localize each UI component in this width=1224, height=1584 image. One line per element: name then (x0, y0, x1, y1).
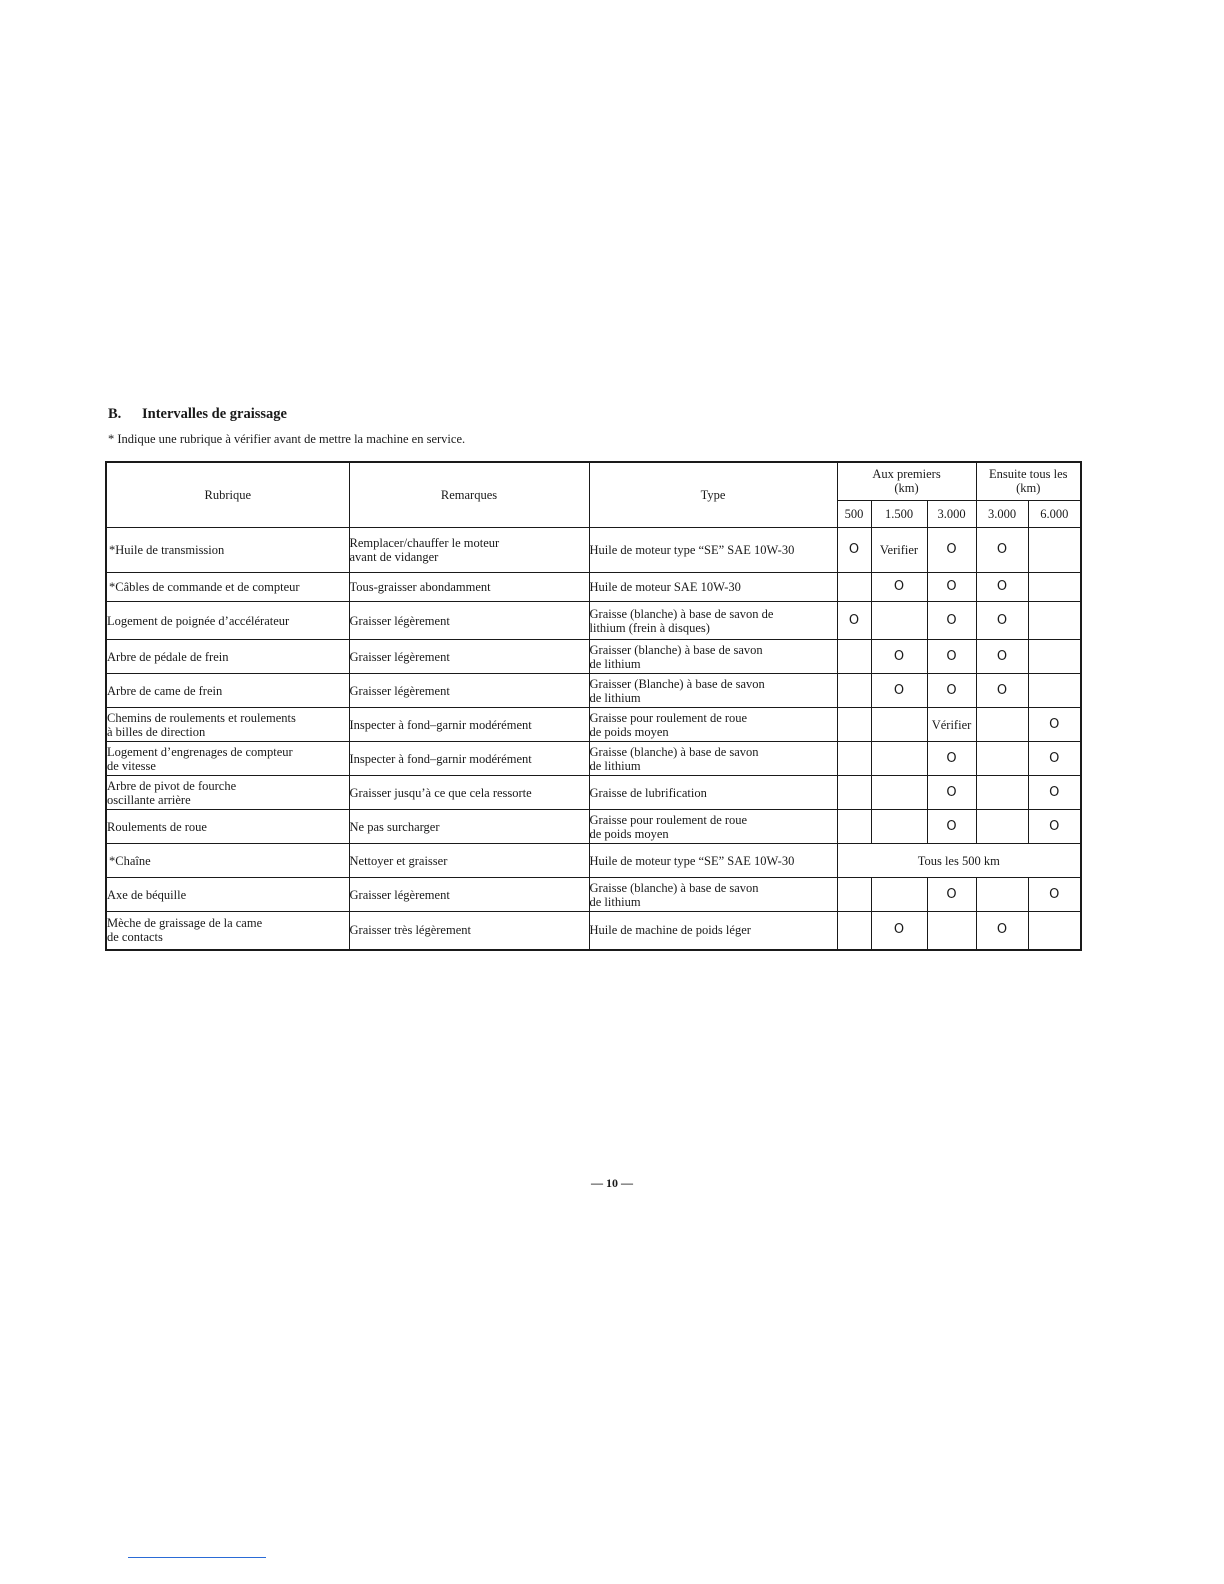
type-line: Huile de moteur SAE 10W-30 (589, 580, 741, 594)
rubrique-line: Chemins de roulements et roulements (107, 710, 296, 725)
section-letter: B. (108, 406, 122, 422)
type-line: de lithium (589, 690, 641, 705)
rubrique-line: de contacts (107, 930, 163, 945)
header-first-group (837, 462, 976, 500)
interval-mark: O (1028, 810, 1081, 844)
section-heading (108, 406, 287, 423)
interval-mark (1028, 640, 1081, 674)
interval-mark: O (837, 528, 871, 573)
type-line: Graisse (blanche) à base de savon de (589, 606, 774, 621)
table-row (106, 573, 1081, 602)
type-line: de poids moyen (589, 724, 669, 739)
interval-mark: O (927, 640, 976, 674)
interval-mark (871, 708, 927, 742)
interval-mark (837, 912, 871, 950)
interval-mark (871, 602, 927, 640)
header-remarques: Remarques (349, 462, 589, 528)
interval-mark: O (976, 640, 1028, 674)
interval-mark: Vérifier (927, 708, 976, 742)
interval-mark (837, 573, 871, 602)
rubrique-line: Logement d’engrenages de compteur (107, 744, 293, 759)
remarque-line: Graisser jusqu’à ce que cela ressorte (349, 785, 532, 800)
type-line: de lithium (589, 894, 641, 909)
table-row (106, 742, 1081, 776)
interval-mark (976, 810, 1028, 844)
interval-mark (871, 742, 927, 776)
rubrique-line: Arbre de pivot de fourche (107, 778, 237, 793)
interval-mark (1028, 573, 1081, 602)
interval-mark (871, 878, 927, 912)
interval-mark (871, 776, 927, 810)
remarque-line: Inspecter à fond–garnir modérément (349, 751, 532, 766)
type-line: Graisse (blanche) à base de savon (589, 744, 759, 759)
section-note: * Indique une rubrique à vérifier avant de mettre la machine en service. (108, 432, 466, 446)
table-row (106, 878, 1081, 912)
header-km: 3.000 (927, 500, 976, 527)
type-line: Graisser (blanche) à base de savon (589, 642, 763, 657)
table-row (106, 674, 1081, 708)
table-row (106, 708, 1081, 742)
remarque-line: Graisser légèrement (349, 887, 450, 902)
remarque-line: Graisser légèrement (349, 683, 450, 698)
table-row (106, 528, 1081, 573)
type-line: Huile de moteur type “SE” SAE 10W-30 (589, 543, 795, 557)
interval-mark: Verifier (871, 528, 927, 573)
type-line: Huile de machine de poids léger (589, 923, 751, 938)
interval-mark: O (871, 640, 927, 674)
interval-mark: O (837, 602, 871, 640)
table-row (106, 912, 1081, 950)
type-line: de lithium (589, 656, 641, 671)
interval-mark: O (1028, 742, 1081, 776)
type-line: Graisse pour roulement de roue (589, 812, 748, 827)
type-line: de poids moyen (589, 826, 669, 841)
interval-mark (976, 708, 1028, 742)
interval-mark: O (1028, 708, 1081, 742)
rubrique-line: Arbre de came de frein (107, 683, 223, 698)
type-line: Graisse (blanche) à base de savon (589, 880, 759, 895)
header-km: 3.000 (976, 500, 1028, 527)
header-then-group-line1: Ensuite tous les (989, 467, 1068, 482)
table-row (106, 602, 1081, 640)
rubrique-line: Mèche de graissage de la came (107, 916, 263, 931)
interval-mark (1028, 912, 1081, 950)
rubrique-line: Roulements de roue (107, 819, 207, 834)
remarque-line: avant de vidanger (349, 550, 439, 564)
interval-mark (976, 742, 1028, 776)
interval-mark (976, 776, 1028, 810)
interval-mark (976, 878, 1028, 912)
type-line: Graisse de lubrification (589, 785, 707, 800)
header-then-group-line2: (km) (1016, 481, 1041, 496)
type-line: lithium (frein à disques) (589, 620, 710, 635)
remarque-line: Remplacer/chauffer le moteur (349, 536, 500, 550)
interval-mark (927, 912, 976, 950)
remarque-line: Nettoyer et graisser (349, 853, 448, 868)
remarque-line: Graisser très légèrement (349, 923, 471, 938)
interval-mark: O (927, 602, 976, 640)
header-type: Type (589, 462, 837, 528)
interval-mark (837, 776, 871, 810)
header-first-group-line1: Aux premiers (872, 467, 941, 482)
header-km: 500 (837, 500, 871, 527)
interval-mark: O (927, 810, 976, 844)
table-row (106, 776, 1081, 810)
remarque-line: Inspecter à fond–garnir modérément (349, 717, 532, 732)
lubrication-intervals-table (105, 461, 1082, 951)
header-km: 6.000 (1028, 500, 1081, 527)
interval-mark: O (927, 528, 976, 573)
section-title: Intervalles de graissage (142, 406, 287, 422)
interval-mark (837, 708, 871, 742)
rubrique-line: à billes de direction (107, 724, 206, 739)
interval-mark (1028, 528, 1081, 573)
interval-mark (837, 640, 871, 674)
remarque-line: Graisser légèrement (349, 649, 450, 664)
interval-mark: O (1028, 776, 1081, 810)
interval-mark: O (871, 674, 927, 708)
type-line: Huile de moteur type “SE” SAE 10W-30 (589, 853, 795, 868)
interval-mark: O (1028, 878, 1081, 912)
footnote-rule (128, 1557, 266, 1558)
type-line: Graisser (Blanche) à base de savon (589, 676, 765, 691)
header-then-group (976, 462, 1081, 500)
remarque-line: Ne pas surcharger (349, 819, 440, 834)
interval-mark: O (976, 602, 1028, 640)
interval-mark: O (927, 878, 976, 912)
interval-mark: O (927, 776, 976, 810)
header-km: 1.500 (871, 500, 927, 527)
interval-mark: O (976, 528, 1028, 573)
type-line: de lithium (589, 758, 641, 773)
interval-mark: O (927, 674, 976, 708)
interval-mark (837, 810, 871, 844)
type-line: Graisse pour roulement de roue (589, 710, 748, 725)
page-number: — 10 — (591, 1176, 633, 1190)
rubrique-line: *Câbles de commande et de compteur (109, 580, 300, 594)
interval-mark: O (976, 573, 1028, 602)
interval-mark (1028, 602, 1081, 640)
rubrique-line: Arbre de pédale de frein (107, 649, 229, 664)
rubrique-line: oscillante arrière (107, 792, 191, 807)
interval-mark (871, 810, 927, 844)
rubrique-line: Axe de béquille (107, 887, 187, 902)
rubrique-line: *Huile de transmission (109, 543, 225, 557)
table-row (106, 844, 1081, 878)
interval-mark: O (976, 674, 1028, 708)
interval-mark (837, 742, 871, 776)
interval-mark: O (871, 912, 927, 950)
interval-mark (837, 674, 871, 708)
interval-mark: O (927, 573, 976, 602)
table-row (106, 810, 1081, 844)
remarque-line: Tous-graisser abondamment (349, 580, 491, 594)
interval-mark: O (976, 912, 1028, 950)
table-row (106, 640, 1081, 674)
remarque-line: Graisser légèrement (349, 613, 450, 628)
header-first-group-line2: (km) (894, 481, 919, 496)
interval-mark (837, 878, 871, 912)
interval-mark: O (927, 742, 976, 776)
header-rubrique: Rubrique (106, 462, 349, 528)
rubrique-line: de vitesse (107, 758, 156, 773)
interval-mark (1028, 674, 1081, 708)
rubrique-line: *Chaîne (109, 853, 151, 868)
rubrique-line: Logement de poignée d’accélérateur (107, 613, 290, 628)
interval-mark: O (871, 573, 927, 602)
interval-span-note: Tous les 500 km (837, 844, 1081, 878)
